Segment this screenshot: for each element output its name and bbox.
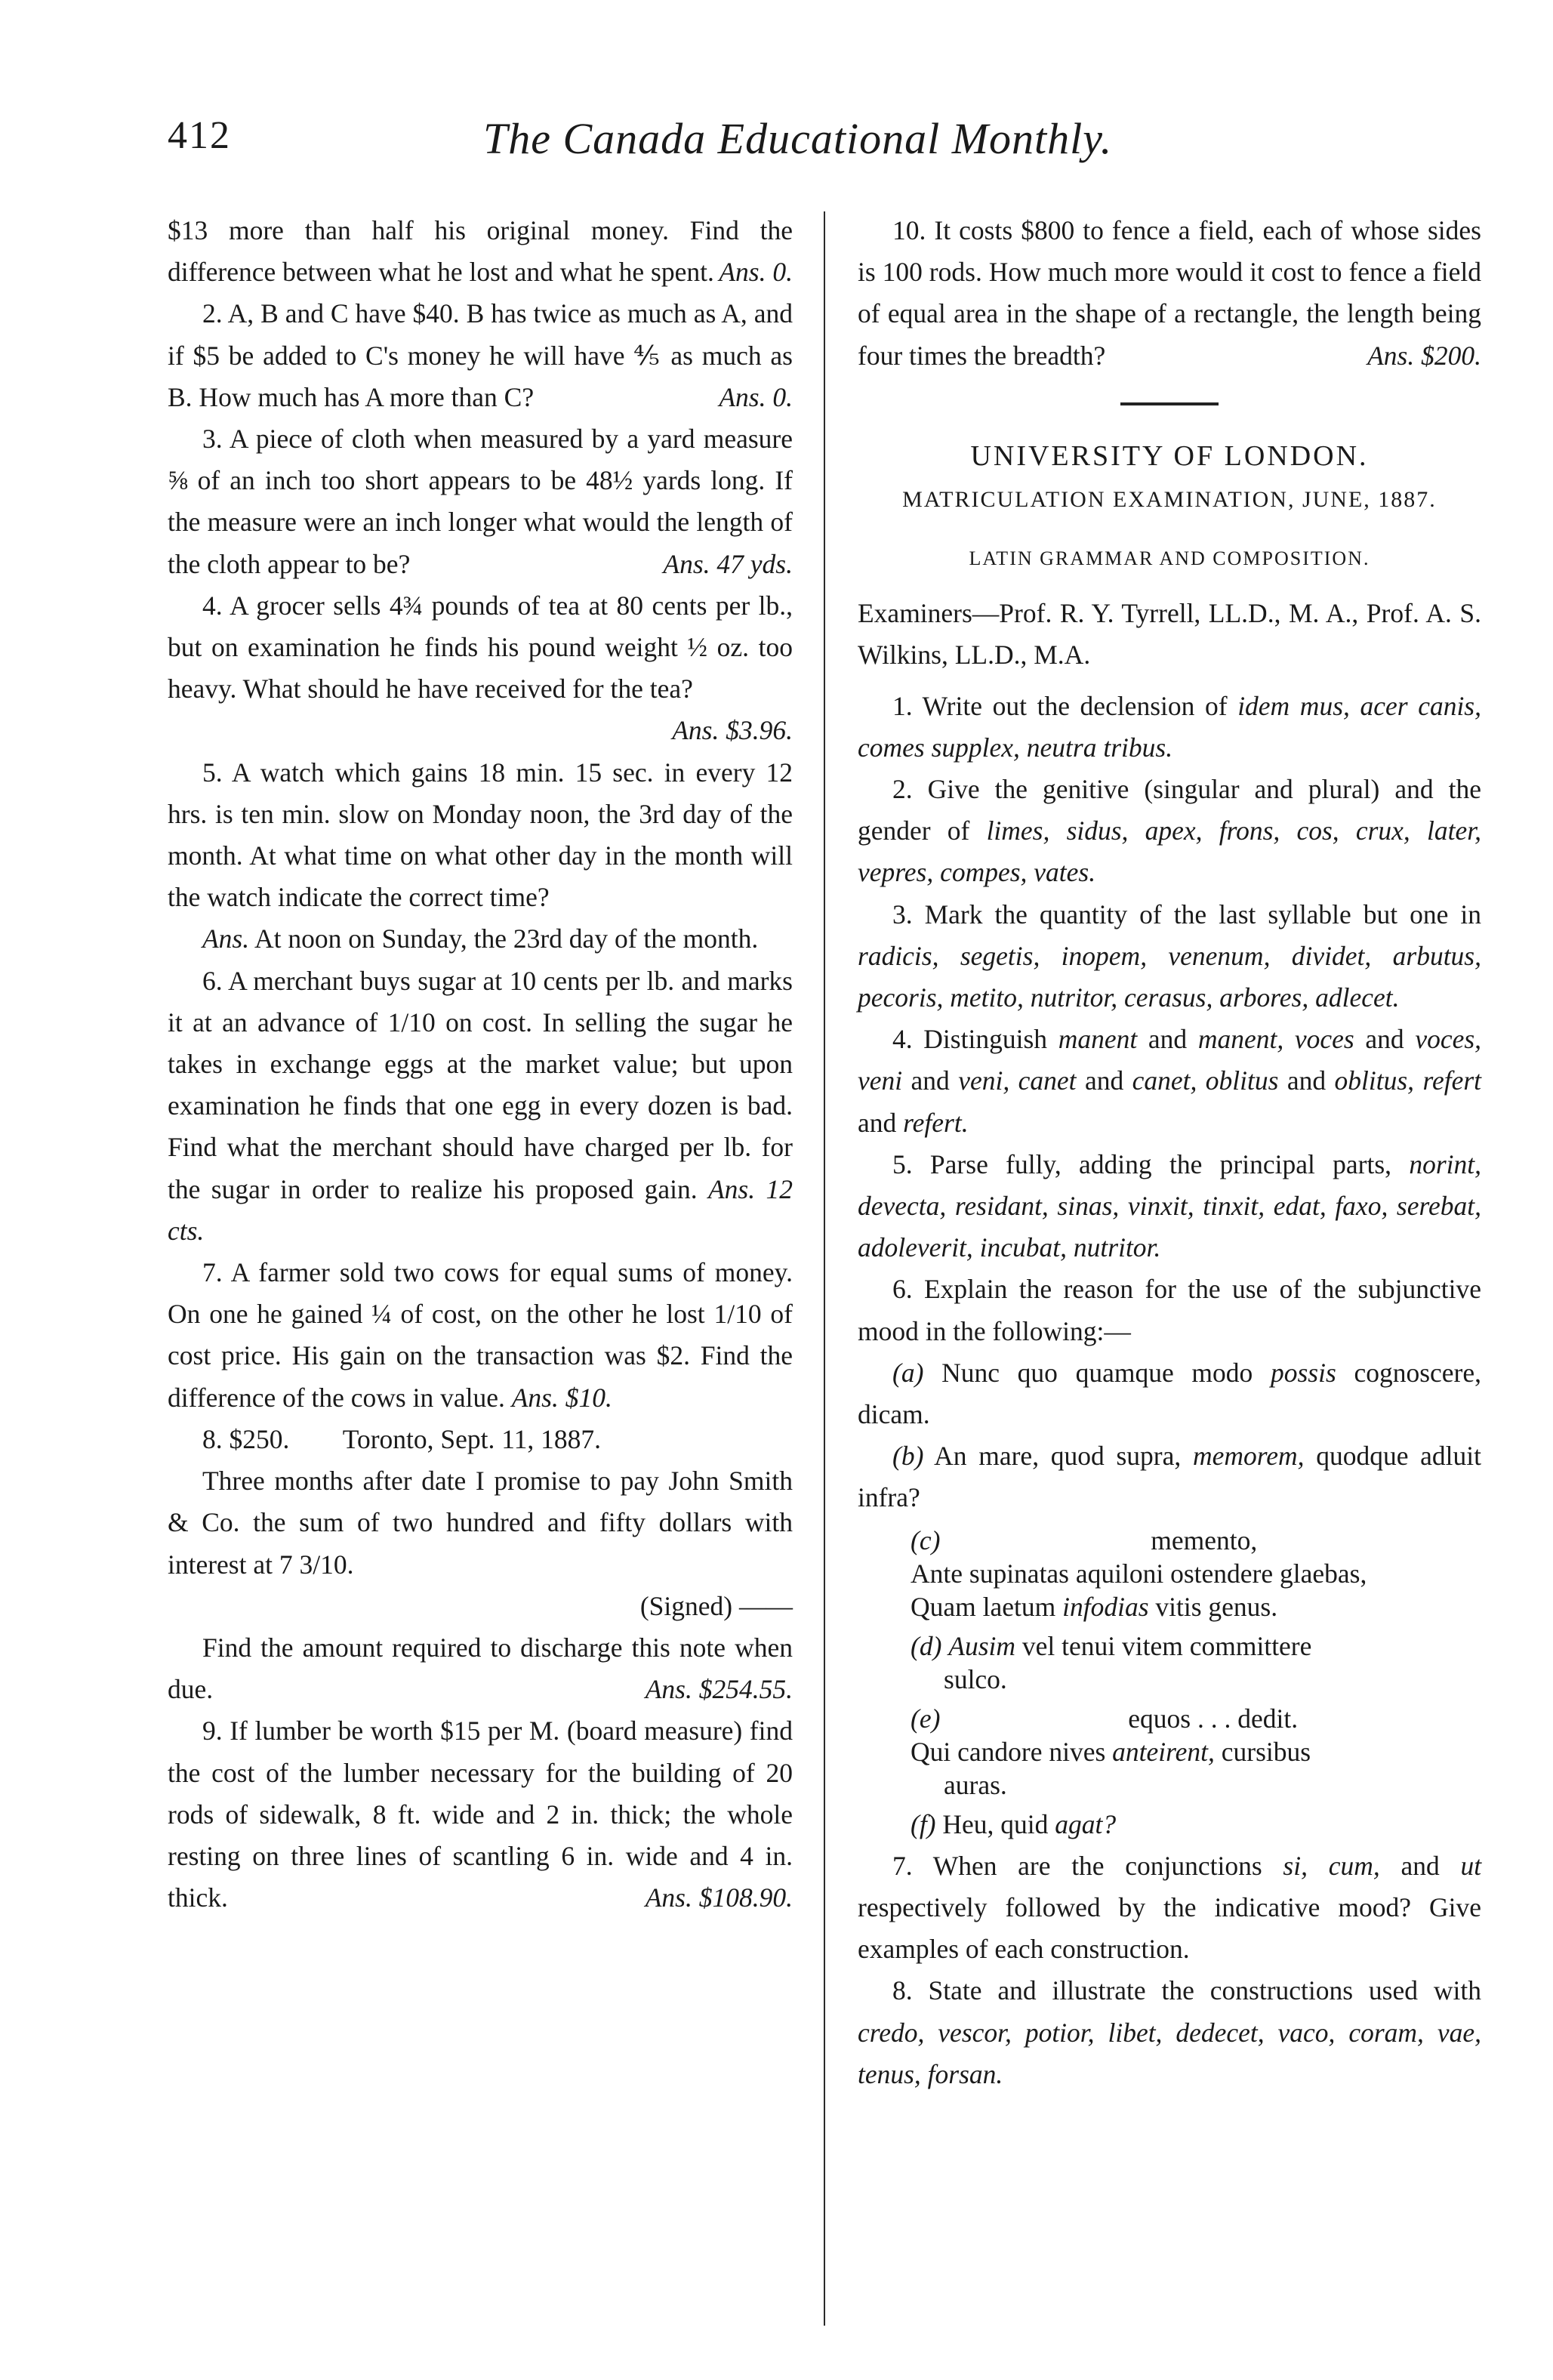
question-text: 2. Give the genitive (singular and plural) and the gender of [858, 774, 1481, 846]
latin-word: refert [1422, 1065, 1482, 1096]
answer: Ans. 47 yds. [663, 548, 793, 579]
quote-text: memento, [1151, 1524, 1258, 1555]
answer-text: At noon on Sunday, the 23rd day of the month. [254, 923, 759, 954]
problem-7 [168, 1252, 793, 1419]
examiners-line: Examiners—Prof. R. Y. Tyrrell, LL.D., M. A., Prof. A. S. Wilkins, LL.D., M.A. [858, 598, 1481, 671]
answer: Ans. $3.96. [672, 715, 793, 746]
question-6-f [858, 1808, 1481, 1841]
latin-word: veni [858, 1065, 903, 1096]
verse-line: auras. [944, 1769, 1007, 1800]
quote-text: An mare, quod supra, [934, 1441, 1182, 1472]
latin-word: anteirent, [1112, 1736, 1215, 1767]
latin-word: si, [1283, 1850, 1308, 1881]
latin-word: memorem, [1192, 1441, 1305, 1472]
question-text: 3. Mark the quantity of the last syllable but one in [892, 899, 1481, 929]
quote-text: quodque adluit infra? [858, 1441, 1482, 1513]
latin-words: credo, vescor, potior, libet, dedecet, vaco, coram, vae, tenus, forsan. [858, 2017, 1481, 2089]
conjunction: and [858, 1107, 897, 1138]
page-number: 412 [168, 114, 231, 157]
question-6-e [858, 1702, 1481, 1802]
question-text: 1. Write out the declension of [892, 690, 1228, 721]
problem-text: 2. A, B and C have $40. B has twice as much as A, and if $5 be added to C's money he will have ⅘ as much as B. How much has A more than C? [168, 298, 793, 412]
latin-word: veni, [958, 1065, 1010, 1096]
problem-8-heading: 8. $250. Toronto, Sept. 11, 1887. [202, 1423, 602, 1454]
verse-line [911, 1524, 1481, 1557]
question-3 [858, 894, 1481, 1019]
question-text: 7. When are the conjunctions [892, 1850, 1262, 1881]
answer: Ans. $254.55. [645, 1674, 793, 1705]
latin-word: infodias [1062, 1591, 1149, 1622]
latin-word: manent, [1197, 1024, 1284, 1055]
question-5 [858, 1144, 1481, 1269]
problem-4 [168, 585, 793, 711]
item-label: (f) [911, 1808, 936, 1839]
question-6-c [858, 1524, 1481, 1623]
quote-text: cognoscere, dicam. [858, 1357, 1482, 1430]
question-1 [858, 686, 1481, 769]
question-8 [858, 1970, 1481, 2095]
quote-text: cursibus [1221, 1736, 1311, 1767]
verse-line: Ante supinatas aquiloni ostendere glaebas, [911, 1558, 1367, 1589]
latin-word: possis [1270, 1357, 1336, 1388]
verse-line [911, 1629, 1481, 1663]
problem-9 [168, 1710, 793, 1919]
quote-text: Quam laetum [911, 1591, 1056, 1622]
latin-word: oblitus [1205, 1065, 1279, 1096]
answer: Ans. $200. [1367, 340, 1481, 371]
latin-words: idem mus, acer canis, comes supplex, neutra tribus. [858, 690, 1481, 763]
latin-word: agat? [1055, 1808, 1117, 1839]
running-title: The Canada Educational Monthly. [483, 114, 1113, 163]
latin-word: ut [1460, 1850, 1482, 1881]
problem-8-signed: (Signed) —— [639, 1590, 793, 1621]
section-rule [1120, 402, 1219, 405]
latin-words: limes, sidus, apex, frons, cos, crux, later, vepres, compes, vates. [858, 815, 1481, 888]
item-label: (e) [911, 1703, 941, 1734]
quote-text: vitis genus. [1155, 1591, 1278, 1622]
latin-word: refert. [903, 1107, 969, 1138]
question-text: 5. Parse fully, adding the principal parts, [892, 1148, 1392, 1179]
quote-text: Nunc quo quamque modo [941, 1357, 1253, 1388]
answer: Ans. 12 cts. [168, 1173, 793, 1246]
answer-label: Ans. [202, 923, 250, 954]
problem-6 [168, 960, 793, 1252]
problem-text: $13 more than half his original money. Find the difference between what he lost and what he spent. [168, 215, 793, 288]
question-6: 6. Explain the reason for the use of the subjunctive mood in the following:— [858, 1274, 1481, 1346]
latin-word: Ausim [948, 1630, 1016, 1661]
answer: Ans. $10. [511, 1382, 612, 1413]
item-label: (d) [911, 1630, 942, 1661]
problem-5 [168, 752, 793, 919]
section-heading-university: UNIVERSITY OF LONDON. [970, 439, 1369, 472]
item-label: (c) [911, 1524, 941, 1555]
question-6-a [858, 1352, 1481, 1435]
column-divider [824, 211, 825, 2326]
latin-word: canet [1018, 1065, 1077, 1096]
problem-text: 6. A merchant buys sugar at 10 cents per lb. and marks it at an advance of 1/10 on cost. In selling the sugar he takes in exchange eggs at the market value; but upon examination he finds that one egg in every dozen is bad. Find what the merchant should have charged per lb. for the sugar in order to realize his proposed gain. [168, 965, 793, 1204]
problem-text: 5. A watch which gains 18 min. 15 sec. in every 12 hrs. is ten min. slow on Monday noon, the 3rd day of the month. At what time on what other day in the month will the watch indicate the correct time? [168, 757, 793, 913]
right-column [858, 210, 1481, 2095]
problem-8-question [168, 1627, 793, 1710]
problem-text: 9. If lumber be worth $15 per M. (board measure) find the cost of the lumber necessary for the building of 20 rods of sidewalk, 8 ft. wide and 2 in. thick; the whole resting on three lines of scantling 6 in. wide and 4 in. thick. [168, 1716, 793, 1913]
verse-line [911, 1808, 1481, 1841]
question-6-b [858, 1435, 1481, 1518]
item-label: (a) [892, 1357, 924, 1388]
question-text: 4. Distinguish [892, 1024, 1048, 1055]
section-subheading-latin: LATIN GRAMMAR AND COMPOSITION. [969, 547, 1370, 570]
problem-5-answer [168, 918, 793, 960]
verse-line: sulco. [944, 1663, 1007, 1694]
quote-text: equos . . . dedit. [1128, 1703, 1299, 1734]
latin-words: norint, devecta, residant, sinas, vinxit, tinxit, edat, faxo, serebat, adoleverit, incubat, nutritor. [858, 1148, 1482, 1263]
conjunction: and [911, 1065, 950, 1096]
quote-text: vel tenui vitem committere [1021, 1630, 1312, 1661]
question-2 [858, 769, 1481, 894]
verse-line [911, 1590, 1481, 1623]
conjunction: and [1400, 1850, 1440, 1881]
problem-3 [168, 418, 793, 585]
conjunction: and [1365, 1024, 1404, 1055]
problem-1-continued [168, 210, 793, 293]
question-text: 8. State and illustrate the constructions used with [892, 1975, 1481, 2006]
latin-word: cum, [1328, 1850, 1380, 1881]
question-text: respectively followed by the indicative mood? Give examples of each construction. [858, 1891, 1481, 1965]
latin-word: canet, [1132, 1065, 1197, 1096]
quote-text: Qui candore nives [911, 1736, 1106, 1767]
problem-8-note: Three months after date I promise to pay John Smith & Co. the sum of two hundred and fifty dollars with interest at 7 3/10. [168, 1466, 793, 1580]
problem-text: 7. A farmer sold two cows for equal sums of money. On one he gained ¼ of cost, on the other he lost 1/10 of cost price. His gain on the transaction was $2. Find the difference of the cows in value. [168, 1257, 793, 1413]
page-header [0, 113, 1553, 181]
question-4 [858, 1019, 1481, 1144]
latin-word: voces [1294, 1024, 1354, 1055]
conjunction: and [1084, 1065, 1124, 1096]
verse-line [911, 1735, 1481, 1768]
left-column [168, 210, 793, 1919]
answer: Ans. 0. [719, 257, 793, 288]
latin-word: manent [1058, 1024, 1138, 1055]
latin-word: voces, [1415, 1024, 1482, 1055]
item-label: (b) [892, 1441, 924, 1472]
latin-word: oblitus, [1334, 1065, 1415, 1096]
problem-text: 10. It costs $800 to fence a field, each of whose sides is 100 rods. How much more would it cost to fence a field of equal area in the shape of a rectangle, the length being four times the breadth? [858, 215, 1481, 371]
verse-line [911, 1702, 1481, 1735]
section-subheading-matriculation: MATRICULATION EXAMINATION, JUNE, 1887. [902, 487, 1437, 513]
problem-text: 3. A piece of cloth when measured by a yard measure ⅝ of an inch too short appears to be 48½ yards long. If the measure were an inch longer what would the length of the cloth appear to be? [168, 424, 793, 579]
question-6-d [858, 1629, 1481, 1696]
problem-10 [858, 210, 1481, 377]
quote-text: Heu, quid [942, 1808, 1049, 1839]
conjunction: and [1148, 1024, 1188, 1055]
answer: Ans. $108.90. [645, 1882, 793, 1913]
problem-text: Find the amount required to discharge this note when due. [168, 1632, 793, 1705]
problem-2 [168, 293, 793, 418]
question-7 [858, 1845, 1481, 1971]
latin-words: radicis, segetis, inopem, venenum, dividet, arbutus, pecoris, metito, nutritor, cerasus, arbores, adlecet. [858, 940, 1481, 1013]
answer: Ans. 0. [719, 381, 793, 412]
problem-text: 4. A grocer sells 4¾ pounds of tea at 80 cents per lb., but on examination he finds his pound weight ½ oz. too heavy. What should he have received for the tea? [168, 590, 793, 704]
conjunction: and [1286, 1065, 1327, 1096]
